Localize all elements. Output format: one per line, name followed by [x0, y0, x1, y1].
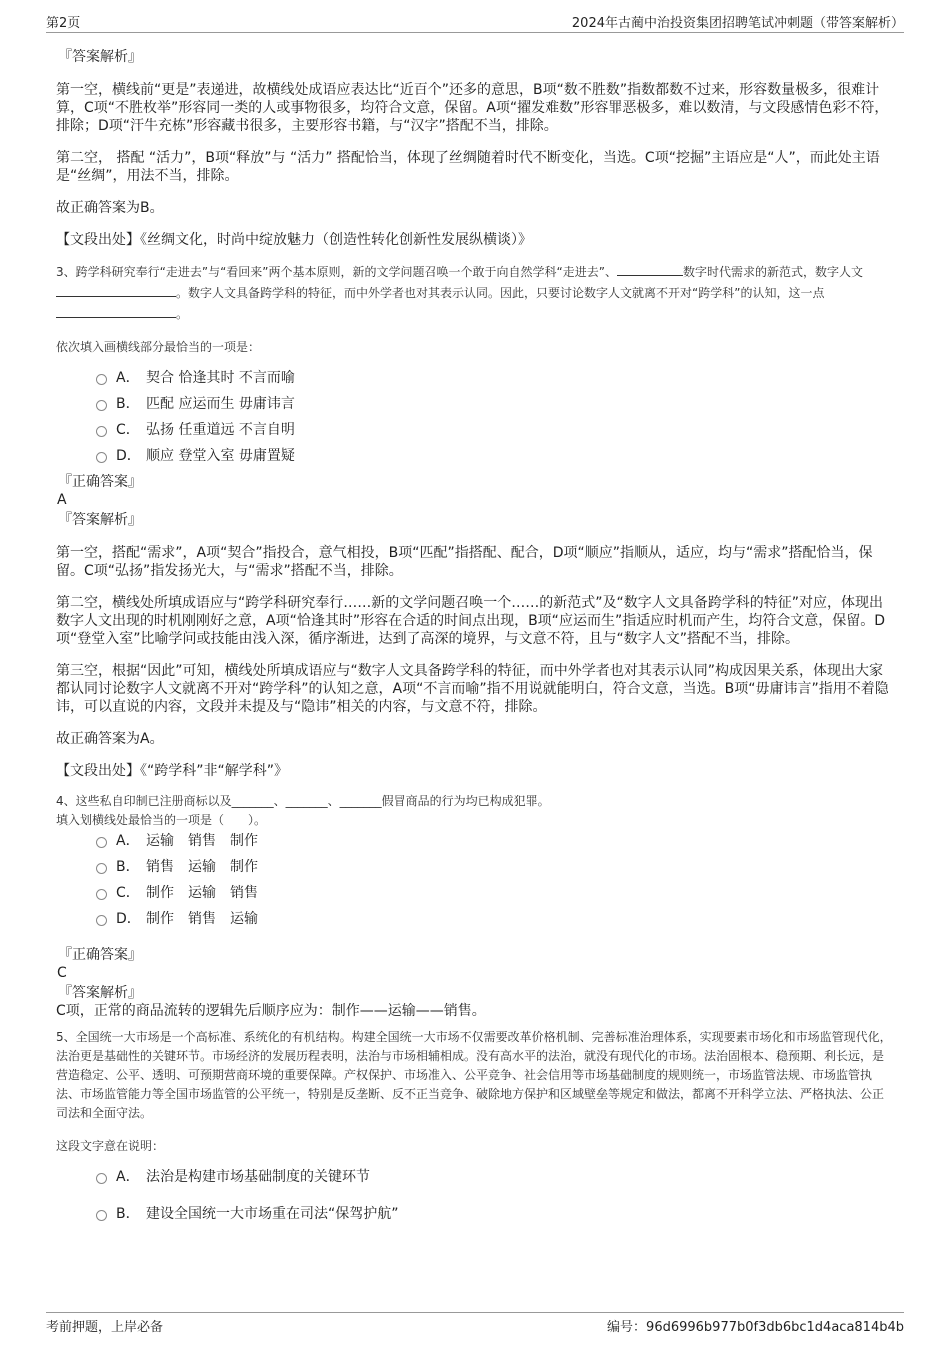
- radio-button[interactable]: [96, 452, 107, 463]
- q5-option-a[interactable]: A． 法治是构建市场基础制度的关键环节: [96, 1168, 894, 1186]
- answer-analysis-label: 『答案解析』: [58, 512, 142, 528]
- q4-stem: 4、这些私自印制已注册商标以及_______、_______、_______假冒商品的行为均已构成犯罪。: [56, 794, 550, 808]
- q3-stem: 3、跨学科研究奉行“走进去”与“看回来”两个基本原则，新的文学问题召唤一个敢于向自然学科“走进去”、 数字时代需求的新范式，数字人文。数字人文具备跨学科的特征，而中外学者也对其表示认同。因此，只要讨论数字人文就离不开对“跨学科”的认知，这一点。: [56, 261, 894, 324]
- q3-prompt: 依次填入画横线部分最恰当的一项是：: [56, 340, 261, 354]
- q4-analysis: C项，正常的商品流转的逻辑先后顺序应为：制作——运输——销售。: [56, 1003, 486, 1019]
- page-footer: [46, 1312, 904, 1335]
- radio-button[interactable]: [96, 915, 107, 926]
- q3-analysis-paragraph-1: 第一空，搭配“需求”，A项“契合”指投合，意气相投，B项“匹配”指搭配、配合，D项“顺应”指顺从，适应，均与“需求”搭配恰当，保留。C项“弘扬”指发扬光大，与“需求”搭配不当，排除。: [56, 545, 873, 579]
- q5-stem: 5、全国统一大市场是一个高标准、系统化的有机结构。构建全国统一大市场不仅需要改革价格机制、完善标准治理体系，实现要素市场化和市场监管现代化，法治更是基础性的关键环节。市场经济的发展历程表明，法治与市场相辅相成。没有高水平的法治，就没有现代化的市场。法治固根本、稳预期、利长远，是营造稳定、公平、透明、可预期营商环境的重要保障。产权保护、市场准入、公平竞争、社会信用等市场基础制度的规则统一，市场监管法规、市场监管执法、市场监管能力等全国市场监管的公平统一，特别是反垄断、反不正当竞争、破除地方保护和区域壁垒等规定和做法，都离不开科学立法、严格执法、公正司法和全面守法。: [56, 1030, 892, 1120]
- fill-blank: [56, 282, 176, 297]
- q3-analysis-paragraph-2: 第二空，横线处所填成语应与“跨学科研究奉行……新的文学问题召唤一个……的新范式”及“数字人文具备跨学科的特征”对应，体现出数字人文出现的时机刚刚好之意，A项“恰逢其时”形容在合适的时间点出现，B项“应运而生”指适应时机而产生，均符合文意，保留。D项“登堂入室”比喻学问或技能由浅入深，循序渐进，达到了高深的境界，与文意不符，且与“数字人文”搭配不当，排除。: [56, 595, 885, 647]
- q3-conclusion: 故正确答案为A。: [56, 731, 164, 747]
- radio-button[interactable]: [96, 889, 107, 900]
- page-header: [46, 10, 904, 33]
- answer-analysis-label: 『答案解析』: [58, 49, 142, 65]
- page-number: 第2页: [46, 16, 81, 31]
- q3-options: [56, 369, 894, 465]
- radio-button[interactable]: [96, 837, 107, 848]
- q3-option-d[interactable]: D． 顺应 登堂入室 毋庸置疑: [96, 447, 894, 465]
- q2-conclusion: 故正确答案为B。: [56, 200, 164, 216]
- q4-prompt: 填入划横线处最恰当的一项是（ ）。: [56, 813, 267, 827]
- answer-analysis-label: 『答案解析』: [58, 985, 142, 1001]
- radio-button[interactable]: [96, 400, 107, 411]
- fill-blank: [617, 261, 683, 276]
- q3-option-c[interactable]: C． 弘扬 任重道远 不言自明: [96, 421, 894, 439]
- fill-blank: [56, 303, 176, 318]
- q3-analysis-paragraph-3: 第三空，根据“因此”可知，横线处所填成语应与“数字人文具备跨学科的特征，而中外学者也对其表示认同”构成因果关系，体现出大家都认同讨论数字人文就离不开对“跨学科”的认知之意，A项“不言而喻”指不用说就能明白，符合文意，当选。B项“毋庸讳言”指用不着隐讳，可以直说的内容，文段并未提及与“隐讳”相关的内容，与文意不符，排除。: [56, 663, 889, 715]
- correct-answer-label: 『正确答案』: [58, 947, 142, 963]
- q4-answer: C: [57, 965, 67, 981]
- footer-slogan: 考前押题，上岸必备: [46, 1320, 164, 1335]
- q5-prompt: 这段文字意在说明：: [56, 1139, 165, 1153]
- radio-button[interactable]: [96, 374, 107, 385]
- q3-option-b[interactable]: B． 匹配 应运而生 毋庸讳言: [96, 395, 894, 413]
- q4-option-c[interactable]: C． 制作 运输 销售: [96, 884, 894, 902]
- radio-button[interactable]: [96, 1173, 107, 1184]
- q2-source: 【文段出处】《丝绸文化，时尚中绽放魅力（创造性转化创新性发展纵横谈）》: [56, 232, 532, 248]
- q2-analysis-paragraph-1: 第一空，横线前“更是”表递进，故横线处成语应表达比“近百个”还多的意思，B项“数不胜数”指数都数不过来，形容数量极多，很难计算，C项“不胜枚举”形容同一类的人或事物很多，均符合文意，保留。A项“擢发难数”形容罪恶极多，难以数清，与文段感情色彩不符，排除；D项“汗牛充栋”形容藏书很多，主要形容书籍，与“汉字”搭配不当，排除。: [56, 82, 889, 134]
- q4-options: [56, 832, 894, 928]
- q3-source: 【文段出处】《“跨学科”非“解学科”》: [56, 763, 289, 779]
- page-content: [56, 42, 894, 1223]
- q4-option-d[interactable]: D． 制作 销售 运输: [96, 910, 894, 928]
- q4-option-a[interactable]: A． 运输 销售 制作: [96, 832, 894, 850]
- document-code: 编号：96d6996b977b0f3db6bc1d4aca814b4b: [607, 1320, 904, 1335]
- document-title: 2024年古蔺中治投资集团招聘笔试冲刺题（带答案解析）: [571, 16, 904, 31]
- radio-button[interactable]: [96, 1210, 107, 1221]
- q4-option-b[interactable]: B． 销售 运输 制作: [96, 858, 894, 876]
- q5-options: [56, 1168, 894, 1223]
- q5-option-b[interactable]: B． 建设全国统一大市场重在司法“保驾护航”: [96, 1205, 894, 1223]
- q3-option-a[interactable]: A． 契合 恰逢其时 不言而喻: [96, 369, 894, 387]
- radio-button[interactable]: [96, 863, 107, 874]
- radio-button[interactable]: [96, 426, 107, 437]
- q2-analysis-paragraph-2: 第二空， 搭配 “活力”，B项“释放”与 “活力” 搭配恰当，体现了丝绸随着时代不断变化，当选。C项“挖掘”主语应是“人”，而此处主语是“丝绸”，用法不当，排除。: [56, 150, 880, 184]
- q3-answer: A: [57, 492, 67, 508]
- correct-answer-label: 『正确答案』: [58, 474, 142, 490]
